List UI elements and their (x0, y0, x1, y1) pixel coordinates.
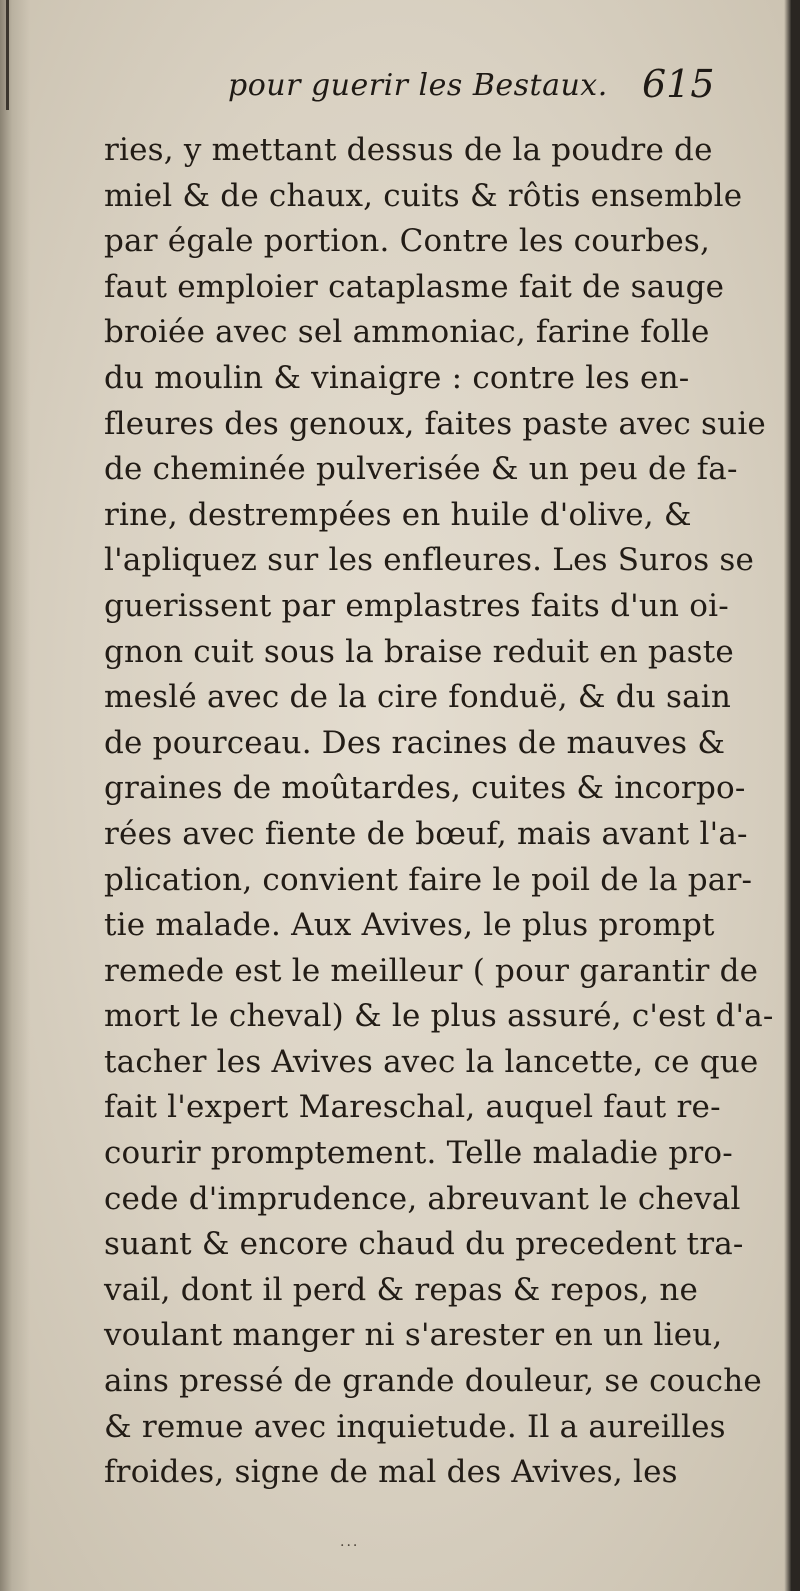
text-line: ains pressé de grande douleur, se couche (104, 1363, 762, 1400)
text-line: ries, y mettant dessus de la poudre de (104, 132, 713, 168)
text-line: de cheminée pulverisée & un peu de fa- (104, 451, 738, 488)
text-line: suant & encore chaud du precedent tra- (104, 1226, 744, 1263)
text-line: du moulin & vinaigre : contre les en- (104, 359, 690, 396)
text-line: froides, signe de mal des Avives, les (104, 1454, 678, 1491)
text-line: tacher les Avives avec la lancette, ce que (104, 1043, 759, 1080)
text-line: faut emploier cataplasme fait de sauge (104, 268, 725, 305)
running-head: pour guerir les Bestaux. (228, 68, 608, 103)
body-text (104, 128, 774, 1496)
text-line: rine, destrempées en huile d'olive, & (104, 496, 692, 533)
text-line: mort le cheval) & le plus assuré, c'est d'a- (104, 998, 774, 1035)
text-line: plication, convient faire le poil de la par- (104, 861, 753, 898)
page-gutter-shadow (0, 0, 30, 1591)
page-header (228, 62, 768, 128)
text-line: fleures des genoux, faites paste avec suie (104, 405, 766, 442)
binding-edge (6, 0, 9, 110)
footer-mark: ... (340, 1534, 360, 1550)
text-line: par égale portion. Contre les courbes, (104, 223, 711, 260)
text-line: remede est le meilleur ( pour garantir de (104, 952, 759, 989)
text-line: rées avec fiente de bœuf, mais avant l'a- (104, 815, 748, 852)
text-line: fait l'expert Mareschal, auquel faut re- (104, 1089, 721, 1126)
text-line: voulant manger ni s'arester en un lieu, (104, 1317, 723, 1354)
text-line: graines de moûtardes, cuites & incorpo- (104, 770, 746, 807)
text-line: vail, dont il perd & repas & repos, ne (104, 1271, 699, 1308)
page-right-edge (784, 0, 792, 1591)
text-line: guerissent par emplastres faits d'un oi- (104, 587, 729, 624)
text-line: miel & de chaux, cuits & rôtis ensemble (104, 177, 743, 214)
text-line: l'apliquez sur les enfleures. Les Suros se (104, 542, 755, 579)
text-line: & remue avec inquietude. Il a aureilles (104, 1408, 726, 1445)
text-line: broiée avec sel ammoniac, farine folle (104, 314, 710, 351)
text-line: de pourceau. Des racines de mauves & (104, 724, 726, 761)
text-line: courir promptement. Telle maladie pro- (104, 1135, 733, 1172)
text-line: gnon cuit sous la braise reduit en paste (104, 633, 734, 670)
text-line: meslé avec de la cire fonduë, & du sain (104, 679, 732, 716)
text-line: cede d'imprudence, abreuvant le cheval (104, 1180, 741, 1217)
page-number: 615 (642, 62, 715, 106)
text-line: tie malade. Aux Avives, le plus prompt (104, 907, 715, 944)
